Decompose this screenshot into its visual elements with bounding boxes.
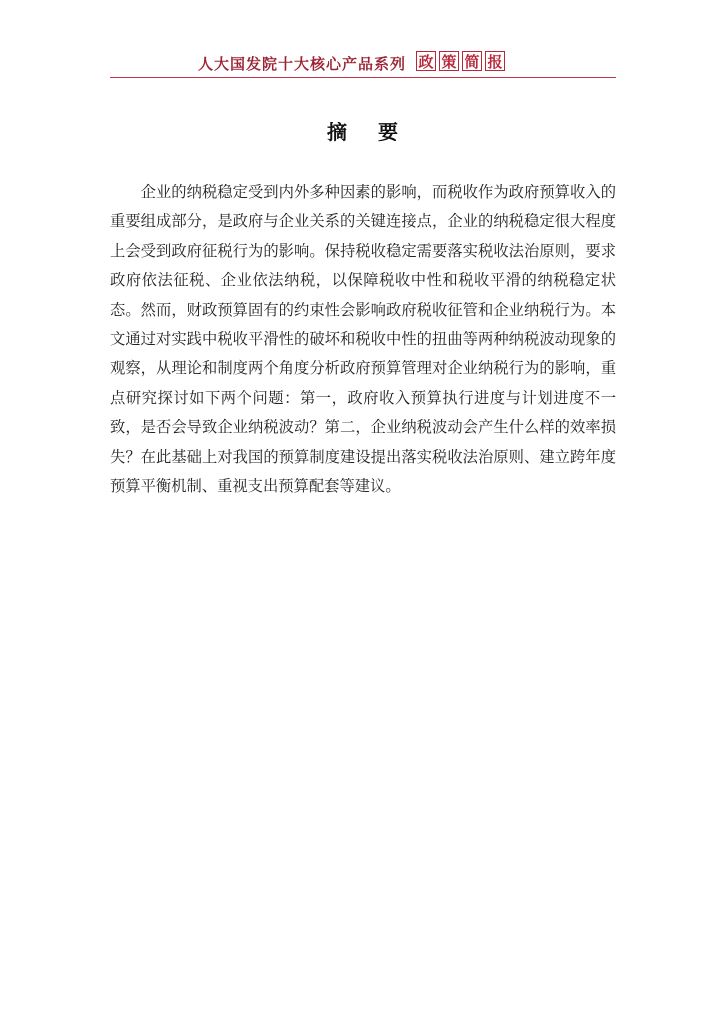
brand-char: 报 xyxy=(485,51,505,71)
brand-char: 简 xyxy=(462,51,482,71)
series-title: 人大国发院十大核心产品系列 xyxy=(198,55,407,73)
abstract-paragraph: 企业的纳税稳定受到内外多种因素的影响，而税收作为政府预算收入的重要组成部分，是政府与企业关系的关键连接点，企业的纳税稳定很大程度上会受到政府征税行为的影响。保持税收稳定需要落实税收法治原则，要求政府依法征税、企业依法纳税，以保障税收中性和税收平滑的纳税稳定状态。然而，财政预算固有的约束性会影响政府税收征管和企业纳税行为。本文通过对实践中税收平滑性的破坏和税收中性的扭曲等两种纳税波动现象的观察，从理论和制度两个角度分析政府预算管理对企业纳税行为的影响，重点研究探讨如下两个问题：第一，政府收入预算执行进度与计划进度不一致，是否会导致企业纳税波动？第二，企业纳税波动会产生什么样的效率损失？在此基础上对我国的预算制度建设提出落实税收法治原则、建立跨年度预算平衡机制、重视支出预算配套等建议。 xyxy=(110,183,616,496)
brand-char: 政 xyxy=(416,51,436,71)
page-header xyxy=(110,50,616,80)
section-title: 摘 要 xyxy=(327,120,410,144)
header-divider xyxy=(110,77,616,78)
brand-char: 策 xyxy=(439,51,459,71)
brand-logo xyxy=(416,51,505,71)
